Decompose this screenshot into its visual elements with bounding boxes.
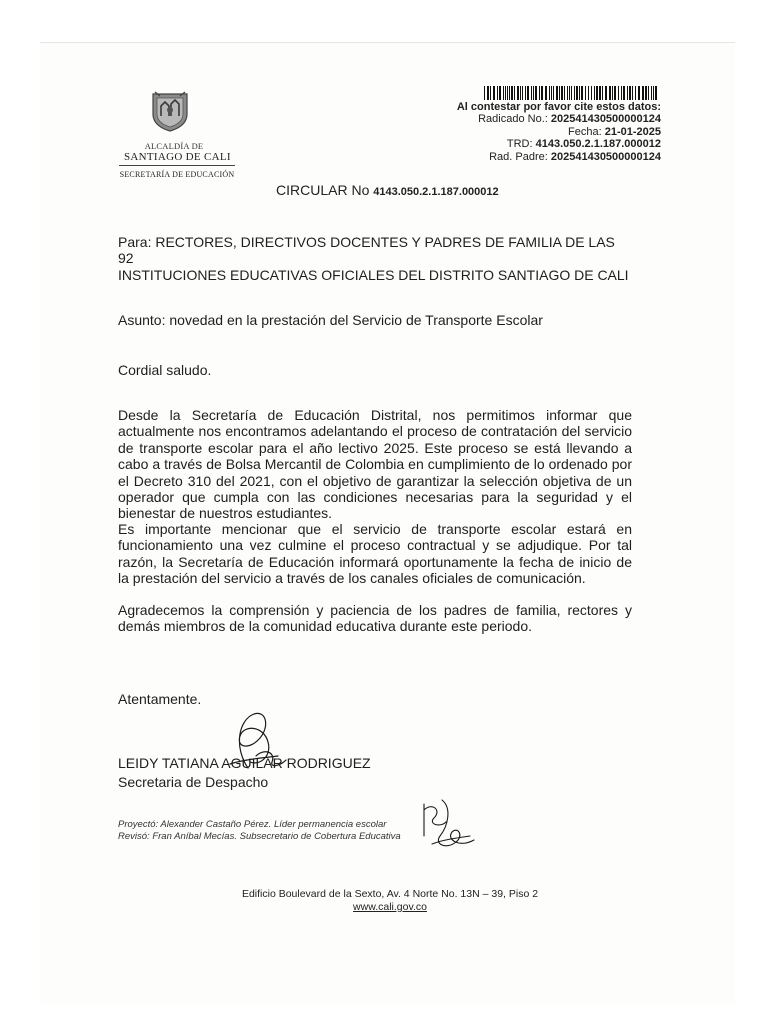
barcode-bar (490, 86, 491, 100)
barcode-bar (511, 86, 513, 100)
barcode-bar (581, 86, 583, 100)
barcode-bar (635, 86, 636, 100)
barcode-bar (533, 86, 534, 100)
barcode-bar (638, 86, 640, 100)
barcode-bar (648, 86, 649, 100)
fecha-value: 21-01-2025 (604, 125, 661, 138)
radicado-value: 202541430500000124 (550, 113, 661, 126)
logo-line-alcaldia: ALCALDÍA DE (144, 141, 204, 151)
trd-row (457, 138, 661, 150)
barcode-bar (559, 86, 560, 100)
circular-label: CIRCULAR No (276, 182, 370, 198)
recipients-line-2: INSTITUCIONES EDUCATIVAS OFICIALES DEL DISTRITO SANTIAGO DE CALI (118, 266, 629, 283)
recipients-block (118, 234, 632, 283)
fecha-row (457, 126, 661, 138)
logo-line-secretaria: SECRETARÍA DE EDUCACIÓN (119, 170, 235, 179)
cite-instruction: Al contestar por favor cite estos datos: (456, 101, 661, 113)
barcode-bar (525, 86, 526, 100)
barcode-bar (531, 86, 532, 100)
circular-heading (276, 182, 499, 198)
credit-proyecto: Proyectó: Alexander Castaño Pérez. Líder permanencia escolar (118, 819, 387, 830)
credits-block (118, 819, 401, 842)
barcode-bar (556, 86, 558, 100)
trd-label: TRD: (506, 138, 533, 151)
radicado-label: Radicado No.: (478, 113, 548, 126)
reviewer-initials (412, 796, 482, 858)
barcode-bar (509, 86, 510, 100)
body-paragraph-1 (118, 407, 632, 522)
barcode-bar (561, 86, 563, 100)
barcode-bar (541, 86, 543, 100)
barcode-bar (499, 86, 501, 100)
barcode-bar (517, 86, 519, 100)
barcode-bar (484, 86, 485, 100)
barcode-bar (623, 86, 625, 100)
body-paragraph-2 (118, 521, 632, 587)
closing-line: Atentamente. (118, 691, 202, 707)
rad-padre-value: 202541430500000124 (550, 150, 661, 163)
logo-divider (119, 165, 235, 166)
trd-value: 4143.050.2.1.187.000012 (535, 138, 661, 151)
barcode-bar (653, 86, 654, 100)
barcode-bar (574, 86, 575, 100)
recipients-line-1: Para: RECTORES, DIRECTIVOS DOCENTES Y PADRES DE FAMILIA DE LAS 92 (118, 234, 615, 267)
barcode-bar (520, 86, 521, 100)
barcode-bar (594, 86, 595, 100)
credit-reviso: Revisó: Fran Aníbal Mecías. Subsecretario de Cobertura Educativa (118, 830, 401, 842)
barcode-bar (545, 86, 547, 100)
body-paragraph-3 (118, 602, 632, 635)
paragraph-text: Es importante mencionar que el servicio de transporte escolar estará en funcionamiento una vez culmine el proceso contractual y se adjudique. Por tal razón, la Secretaría de Educación informará oportunamente la fecha de inicio de la prestación del servicio a través de los canales oficiales de comunicación. (118, 521, 632, 587)
signatory-title: Secretaria de Despacho (118, 774, 269, 790)
barcode-bar (612, 86, 613, 100)
barcode-bar (497, 86, 498, 100)
footer (220, 888, 560, 914)
barcode-bar (527, 86, 529, 100)
greeting: Cordial saludo. (118, 362, 212, 378)
footer-address: Edificio Boulevard de la Sexto, Av. 4 Norte No. 13N – 39, Piso 2 (241, 888, 539, 900)
barcode-bar (588, 86, 589, 100)
barcode-bar (632, 86, 633, 100)
paragraph-text: Desde la Secretaría de Educación Distrital, nos permitimos informar que actualmente nos encontramos adelantando el proceso de contratación del servicio de transporte escolar para el año lectivo 2025. Este proceso se está llevando a cabo a través de Bolsa Mercantil de Colombia en cumplimiento de lo ordenado por el Decreto 310 del 2021, con el objetivo de garantizar la selección objetiva de un operador que cumpla con las condiciones necesarias para la seguridad y el bienestar de nuestros estudiantes. (118, 407, 632, 522)
barcode-bar (596, 86, 598, 100)
signatory-name: LEIDY TATIANA AGUILAR RODRIGUEZ (118, 755, 371, 771)
subject-line: Asunto: novedad en la prestación del Servicio de Transporte Escolar (118, 312, 543, 328)
barcode-bar (503, 86, 504, 100)
barcode-bar (535, 86, 537, 100)
rad-padre-label: Rad. Padre: (489, 150, 548, 163)
barcode-bar (629, 86, 631, 100)
barcode-bar (585, 86, 586, 100)
barcode-bar (522, 86, 523, 100)
barcode-icon (484, 86, 660, 100)
barcode-bar (602, 86, 603, 100)
barcode-bar (599, 86, 601, 100)
footer-website-link[interactable]: www.cali.gov.co (353, 901, 427, 913)
barcode-bar (567, 86, 568, 100)
logo-line-city: SANTIAGO DE CALI (124, 151, 231, 163)
barcode-bar (539, 86, 540, 100)
barcode-bar (576, 86, 578, 100)
rad-padre-row (457, 151, 661, 163)
barcode-bar (645, 86, 647, 100)
fecha-label: Fecha: (568, 125, 602, 138)
barcode-bar (571, 86, 572, 100)
barcode-bar (505, 86, 506, 100)
radicado-row (457, 113, 661, 125)
city-coat-of-arms-icon (150, 90, 190, 132)
barcode-bar (507, 86, 508, 100)
barcode-bar (549, 86, 550, 100)
barcode-bar (605, 86, 607, 100)
barcode-bar (569, 86, 570, 100)
barcode-bar (553, 86, 554, 100)
barcode-bar (614, 86, 616, 100)
barcode-bar (609, 86, 611, 100)
barcode-bar (579, 86, 580, 100)
barcode-bar (564, 86, 565, 100)
barcode-bar (651, 86, 652, 100)
reference-block (457, 101, 661, 163)
barcode-bar (591, 86, 592, 100)
paragraph-text: Agradecemos la comprensión y paciencia de los padres de familia, rectores y demás miembros de la comunidad educativa durante este periodo. (118, 602, 632, 635)
barcode-bar (655, 86, 657, 100)
barcode-bar (627, 86, 628, 100)
circular-number: 4143.050.2.1.187.000012 (373, 186, 499, 198)
barcode-bar (642, 86, 644, 100)
barcode-bar (618, 86, 619, 100)
barcode-bar (493, 86, 495, 100)
barcode-bar (487, 86, 489, 100)
barcode-bar (551, 86, 552, 100)
barcode-bar (514, 86, 515, 100)
barcode-bar (621, 86, 622, 100)
